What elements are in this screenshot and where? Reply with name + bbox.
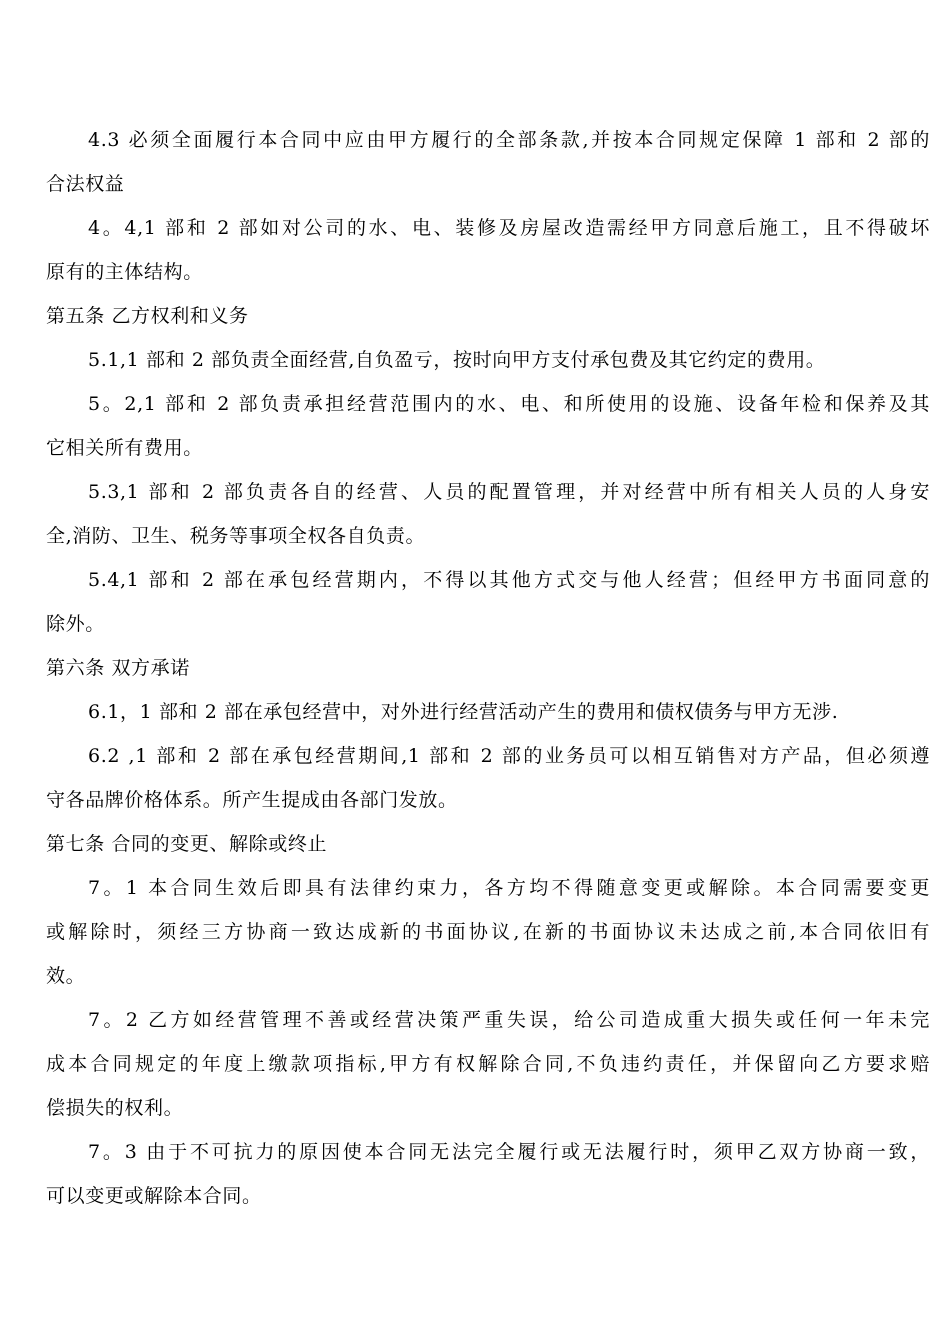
clause-5-3-line-1: 5.3,1 部和 2 部负责各自的经营、人员的配置管理，并对经营中所有相关人员的人身安 <box>88 481 930 503</box>
clause-5-4-line-2: 除外。 <box>46 613 105 635</box>
clause-5-2-line-2: 它相关所有费用。 <box>46 437 203 459</box>
clause-4-3-line-2: 合法权益 <box>46 173 125 195</box>
clause-6-1-line-1: 6.1，1 部和 2 部在承包经营中，对外进行经营活动产生的费用和债权债务与甲方无涉. <box>88 701 839 723</box>
clause-5-3-line-2: 全,消防、卫生、税务等事项全权各自负责。 <box>46 525 426 547</box>
clause-4-3-line-1: 4.3 必须全面履行本合同中应由甲方履行的全部条款,并按本合同规定保障 1 部和 2 部的 <box>88 129 930 151</box>
clause-6-2-line-2: 守各品牌价格体系。所产生提成由各部门发放。 <box>46 789 458 811</box>
article-6-heading: 第六条 双方承诺 <box>46 657 190 679</box>
clause-7-3-line-2: 可以变更或解除本合同。 <box>46 1185 262 1207</box>
clause-7-2-line-3: 偿损失的权利。 <box>46 1097 184 1119</box>
clause-5-1-line-1: 5.1,1 部和 2 部负责全面经营,自负盈亏，按时向甲方支付承包费及其它约定的费用。 <box>88 349 826 371</box>
clause-7-1-line-3: 效。 <box>46 965 86 987</box>
clause-7-2-line-1: 7。2 乙方如经营管理不善或经营决策严重失误，给公司造成重大损失或任何一年未完 <box>88 1009 930 1031</box>
clause-5-2-line-1: 5。2,1 部和 2 部负责承担经营范围内的水、电、和所使用的设施、设备年检和保养及其 <box>88 393 930 415</box>
article-7-heading: 第七条 合同的变更、解除或终止 <box>46 833 328 855</box>
clause-4-4-line-1: 4。4,1 部和 2 部如对公司的水、电、装修及房屋改造需经甲方同意后施工，且不得破坏 <box>88 217 930 239</box>
clause-7-3-line-1: 7。3 由于不可抗力的原因使本合同无法完全履行或无法履行时，须甲乙双方协商一致， <box>88 1141 930 1163</box>
clause-7-1-line-1: 7。1 本合同生效后即具有法律约束力，各方均不得随意变更或解除。本合同需要变更 <box>88 877 930 899</box>
clause-7-1-line-2: 或解除时，须经三方协商一致达成新的书面协议,在新的书面协议未达成之前,本合同依旧有 <box>46 921 930 943</box>
clause-4-4-line-2: 原有的主体结构。 <box>46 261 203 283</box>
clause-7-2-line-2: 成本合同规定的年度上缴款项指标,甲方有权解除合同,不负违约责任，并保留向乙方要求赔 <box>46 1053 930 1075</box>
document-page <box>46 118 930 1218</box>
clause-5-4-line-1: 5.4,1 部和 2 部在承包经营期内，不得以其他方式交与他人经营；但经甲方书面同意的 <box>88 569 930 591</box>
article-5-heading: 第五条 乙方权利和义务 <box>46 305 249 327</box>
clause-6-2-line-1: 6.2 ,1 部和 2 部在承包经营期间,1 部和 2 部的业务员可以相互销售对方产品，但必须遵 <box>88 745 930 767</box>
